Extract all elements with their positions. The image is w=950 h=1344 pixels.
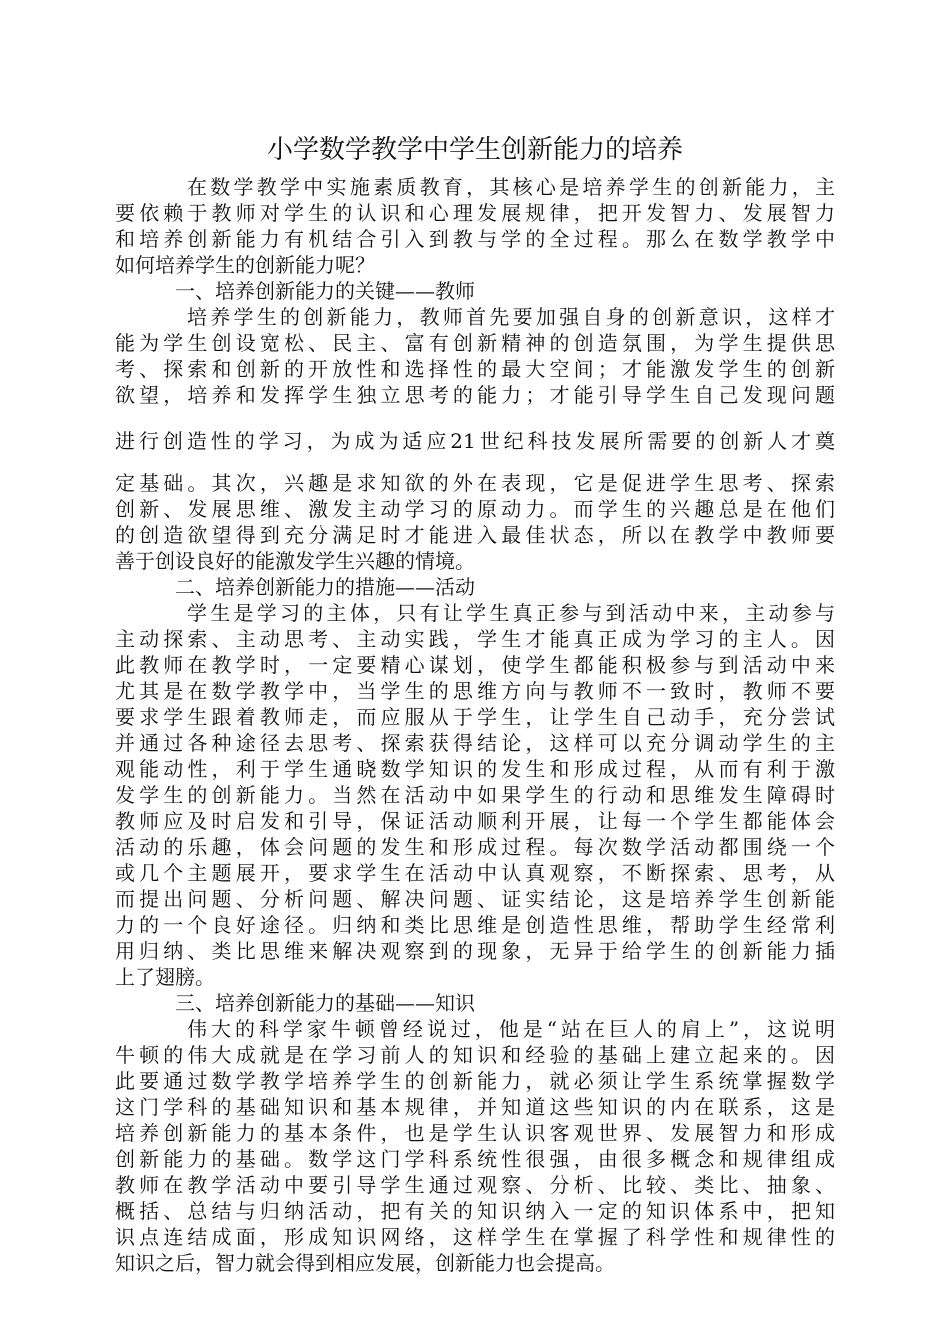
- text-line: 并通过各种途径去思考、探索获得结论，这样可以充分调动学生的主: [115, 731, 835, 755]
- text-line: 欲望，培养和发挥学生独立思考的能力；才能引导学生自己发现问题: [115, 383, 835, 407]
- text-line: 观能动性，利于学生通晓数学知识的发生和形成过程，从而有利于激: [115, 757, 835, 781]
- text-line: 此教师在教学时，一定要精心谋划，使学生都能积极参与到活动中来: [115, 653, 835, 677]
- text-line: 要依赖于教师对学生的认识和心理发展规律，把开发智力、发展智力: [115, 201, 835, 225]
- text-line: 主动探索、主动思考、主动实践，学生才能真正成为学习的主人。因: [115, 627, 835, 651]
- text-line: 教师在教学活动中要引导学生通过观察、分析、比较、类比、抽象、: [115, 1173, 835, 1197]
- section-heading: 二、培养创新能力的措施——活动: [175, 575, 475, 599]
- text-line: 用归纳、类比思维来解决观察到的现象，无异于给学生的创新能力插: [115, 939, 835, 963]
- text-line: 教师应及时启发和引导，保证活动顺利开展，让每一个学生都能体会: [115, 809, 835, 833]
- document-title: 小学数学教学中学生创新能力的培养: [266, 135, 683, 165]
- text-line: 学生是学习的主体，只有让学生真正参与到活动中来，主动参与: [187, 601, 835, 625]
- text-line: 能为学生创设宽松、民主、富有创新精神的创造氛围，为学生提供思: [115, 331, 835, 355]
- text-line: 善于创设良好的能激发学生兴趣的情境。: [115, 549, 475, 573]
- text-line: 创新、发展思维、激发主动学习的原动力。而学生的兴趣总是在他们: [115, 497, 835, 521]
- text-line: 的创造欲望得到充分满足时才能进入最佳状态，所以在教学中教师要: [115, 523, 835, 547]
- text-line: 培养学生的创新能力，教师首先要加强自身的创新意识，这样才: [187, 305, 835, 329]
- text-line: 尤其是在数学教学中，当学生的思维方向与教师不一致时，教师不要: [115, 679, 835, 703]
- section-heading: 三、培养创新能力的基础——知识: [175, 991, 475, 1015]
- text-line: 发学生的创新能力。当然在活动中如果学生的行动和思维发生障碍时: [115, 783, 835, 807]
- text-line: 力的一个良好途径。归纳和类比思维是创造性思维，帮助学生经常利: [115, 913, 835, 937]
- text-line: 上了翅膀。: [115, 965, 215, 989]
- text-line: 概括、总结与归纳活动，把有关的知识纳入一定的知识体系中，把知: [115, 1199, 835, 1223]
- text-line: 如何培养学生的创新能力呢？: [115, 253, 375, 277]
- text-line: 这门学科的基础知识和基本规律，并知道这些知识的内在联系，这是: [115, 1095, 835, 1119]
- text-line: 和培养创新能力有机结合引入到教与学的全过程。那么在数学教学中: [115, 227, 835, 251]
- document-body: [115, 174, 835, 1276]
- text-line: 在数学教学中实施素质教育，其核心是培养学生的创新能力，主: [187, 175, 835, 199]
- text-line: 定基础。其次，兴趣是求知欲的外在表现，它是促进学生思考、探索: [115, 471, 835, 495]
- text-line: 或几个主题展开，要求学生在活动中认真观察，不断探索、思考，从: [115, 861, 835, 885]
- text-line: 知识之后，智力就会得到相应发展，创新能力也会提高。: [115, 1251, 615, 1275]
- text-line: 进行创造性的学习，为成为适应21世纪科技发展所需要的创新人才奠: [115, 429, 835, 453]
- text-line: 活动的乐趣，体会问题的发生和形成过程。每次数学活动都围绕一个: [115, 835, 835, 859]
- text-line: 牛顿的伟大成就是在学习前人的知识和经验的基础上建立起来的。因: [115, 1043, 835, 1067]
- section-heading: 一、培养创新能力的关键——教师: [175, 279, 475, 303]
- text-line: 识点连结成面，形成知识网络，这样学生在掌握了科学性和规律性的: [115, 1225, 835, 1249]
- text-line: 培养创新能力的基本条件，也是学生认识客观世界、发展智力和形成: [115, 1121, 835, 1145]
- text-line: 此要通过数学教学培养学生的创新能力，就必须让学生系统掌握数学: [115, 1069, 835, 1093]
- text-line: 创新能力的基础。数学这门学科系统性很强，由很多概念和规律组成: [115, 1147, 835, 1171]
- text-line: 考、探索和创新的开放性和选择性的最大空间；才能激发学生的创新: [115, 357, 835, 381]
- text-line: 而提出问题、分析问题、解决问题、证实结论，这是培养学生创新能: [115, 887, 835, 911]
- text-line: 伟大的科学家牛顿曾经说过，他是“站在巨人的肩上”，这说明: [187, 1017, 835, 1041]
- text-line: 要求学生跟着教师走，而应服从于学生，让学生自己动手，充分尝试: [115, 705, 835, 729]
